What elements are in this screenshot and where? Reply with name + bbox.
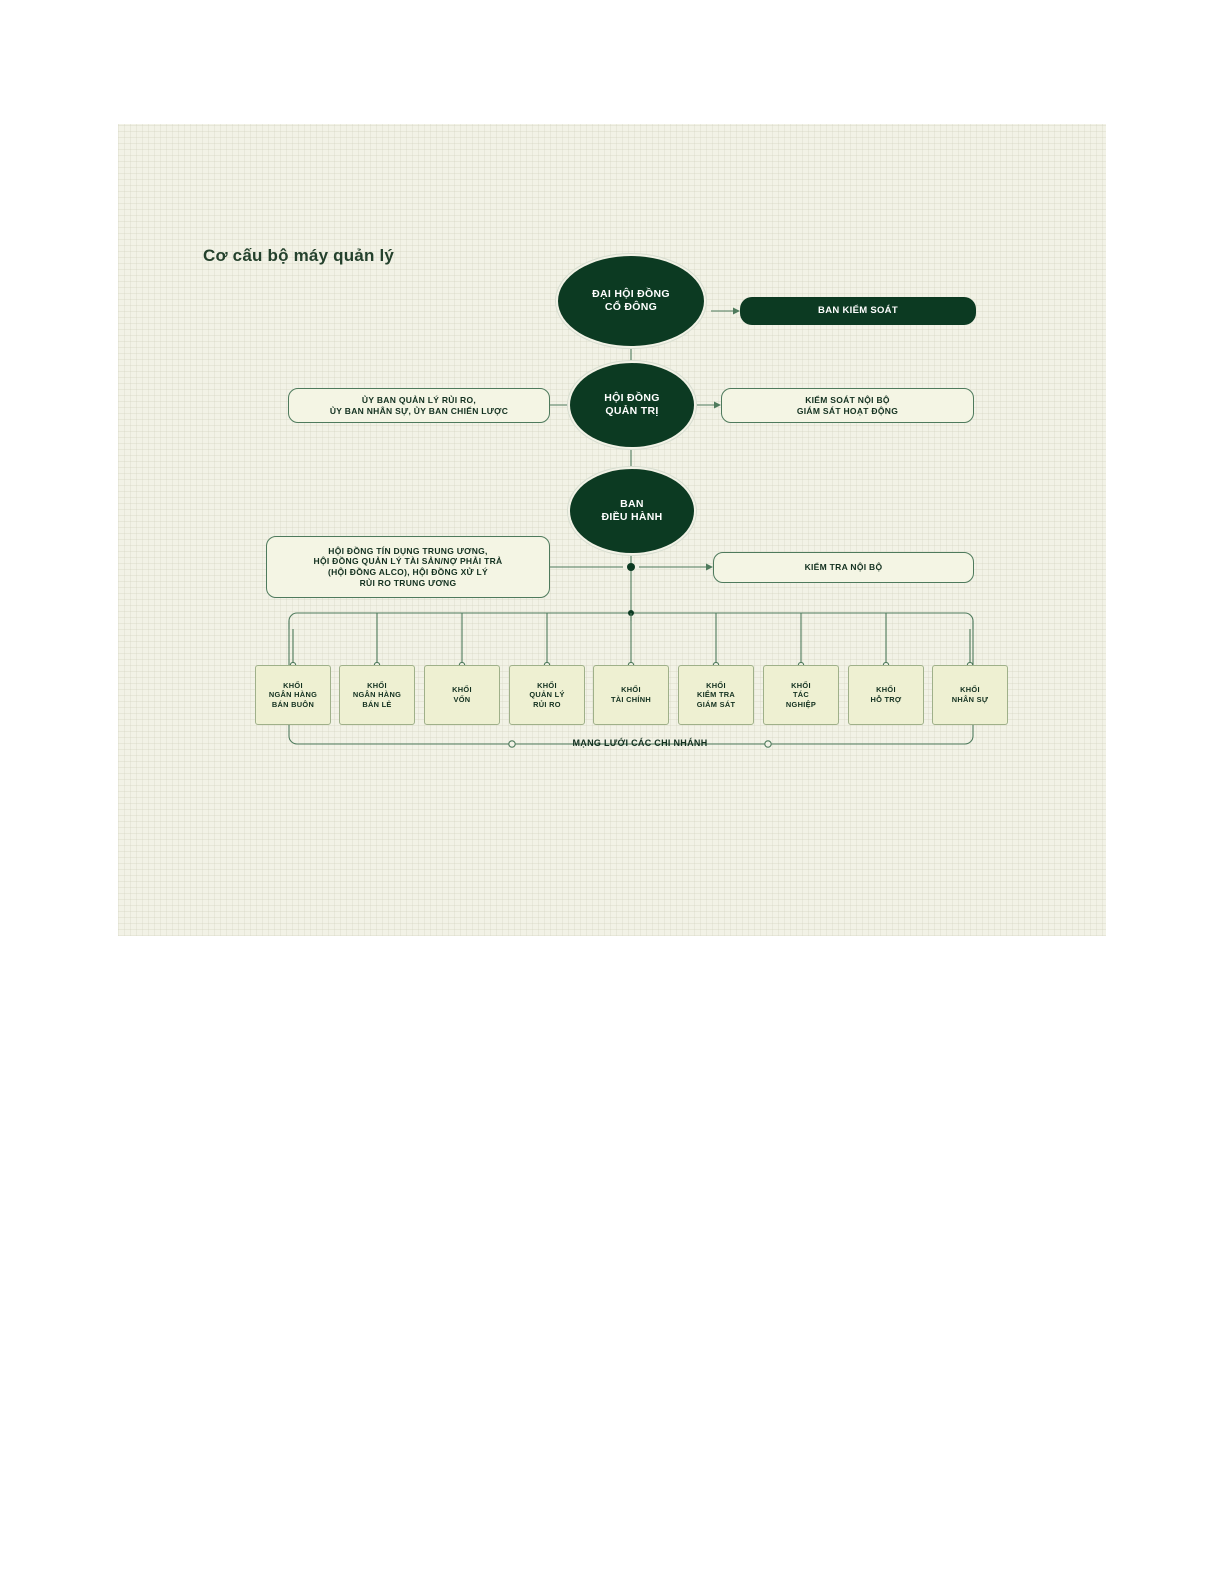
- node-kiem-tra-noi-bo[interactable]: [713, 552, 974, 583]
- node-hoi-dong-quan-tri[interactable]: [570, 363, 694, 447]
- node-uy-ban[interactable]: [288, 388, 550, 423]
- unit-label-line1: KHỐI: [876, 685, 896, 695]
- unit-label-line1: KHỐI: [283, 680, 303, 690]
- unit-label-line2: HỖ TRỢ: [870, 695, 902, 704]
- unit-label-line3: NGHIỆP: [785, 699, 817, 709]
- unit-label-line2: VỐN: [453, 695, 471, 704]
- node-label-line4: RỦI RO TRUNG ƯƠNG: [359, 577, 457, 588]
- node-label-line1: KIỂM SOÁT NỘI BỘ: [805, 394, 890, 405]
- footer-mang-luoi-chi-nhanh: [518, 733, 762, 755]
- node-label-line2: ỦY BAN NHÂN SỰ, ỦY BAN CHIẾN LƯỢC: [329, 405, 509, 416]
- unit-khoi-ngan-hang-ban-le[interactable]: [339, 665, 415, 725]
- unit-label-line1: KHỐI: [452, 685, 472, 695]
- unit-label-line3: BÁN LẺ: [362, 699, 392, 709]
- node-label-line1: BAN: [620, 497, 644, 510]
- node-ban-kiem-soat[interactable]: [740, 297, 976, 325]
- node-label-line1: ỦY BAN QUẢN LÝ RỦI RO,: [361, 394, 477, 405]
- unit-label-line2: KIỂM TRA: [696, 690, 736, 700]
- unit-khoi-ngan-hang-ban-buon[interactable]: [255, 665, 331, 725]
- unit-label-line2: NGÂN HÀNG: [268, 690, 318, 700]
- unit-khoi-tac-nghiep[interactable]: [763, 665, 839, 725]
- unit-label-line1: KHỐI: [791, 680, 811, 690]
- unit-khoi-kiem-tra-giam-sat[interactable]: [678, 665, 754, 725]
- node-label-line1: HỘI ĐỒNG TÍN DỤNG TRUNG ƯƠNG,: [328, 545, 488, 556]
- unit-label-line3: BÁN BUÔN: [271, 699, 315, 709]
- unit-label-line1: KHỐI: [367, 680, 387, 690]
- node-hoi-dong-tin-dung[interactable]: [266, 536, 550, 598]
- footer-label: MẠNG LƯỚI CÁC CHI NHÁNH: [572, 738, 708, 749]
- unit-label-line2: NHÂN SỰ: [951, 695, 989, 704]
- node-label-line2: GIÁM SÁT HOẠT ĐỘNG: [796, 405, 899, 416]
- unit-label-line1: KHỐI: [960, 685, 980, 695]
- unit-khoi-ho-tro[interactable]: [848, 665, 924, 725]
- diagram-canvas: [118, 124, 1106, 936]
- unit-label-line1: KHỐI: [706, 680, 726, 690]
- unit-label-line1: KHỐI: [621, 685, 641, 695]
- node-ban-dieu-hanh[interactable]: [570, 469, 694, 553]
- node-label: KIỂM TRA NỘI BỘ: [804, 562, 883, 573]
- node-label-line1: HỘI ĐỒNG: [604, 391, 660, 404]
- unit-label-line2: TÁC: [792, 690, 810, 700]
- node-label-line3: (HỘI ĐỒNG ALCO), HỘI ĐỒNG XỬ LÝ: [327, 567, 489, 577]
- unit-label-line2: TÀI CHÍNH: [610, 695, 652, 704]
- unit-label-line3: GIÁM SÁT: [696, 699, 736, 709]
- unit-label-line2: QUẢN LÝ: [529, 690, 565, 700]
- node-label-line1: ĐẠI HỘI ĐỒNG: [592, 287, 670, 300]
- unit-khoi-tai-chinh[interactable]: [593, 665, 669, 725]
- node-dai-hoi-dong-co-dong[interactable]: [558, 256, 704, 346]
- unit-label-line2: NGÂN HÀNG: [352, 690, 402, 700]
- page-title: Cơ cấu bộ máy quản lý: [203, 246, 395, 265]
- node-kiem-soat-noi-bo[interactable]: [721, 388, 974, 423]
- node-label-line2: HỘI ĐỒNG QUẢN LÝ TÀI SẢN/NỢ PHẢI TRẢ: [313, 556, 503, 567]
- unit-label-line1: KHỐI: [537, 680, 557, 690]
- node-label: BAN KIỂM SOÁT: [818, 305, 898, 317]
- unit-khoi-nhan-su[interactable]: [932, 665, 1008, 725]
- unit-khoi-quan-ly-rui-ro[interactable]: [509, 665, 585, 725]
- unit-label-line3: RỦI RO: [533, 699, 561, 709]
- node-label-line2: ĐIỀU HÀNH: [601, 511, 663, 523]
- node-label-line2: QUẢN TRỊ: [605, 405, 659, 417]
- unit-khoi-von[interactable]: [424, 665, 500, 725]
- node-label-line2: CỔ ĐÔNG: [604, 301, 658, 313]
